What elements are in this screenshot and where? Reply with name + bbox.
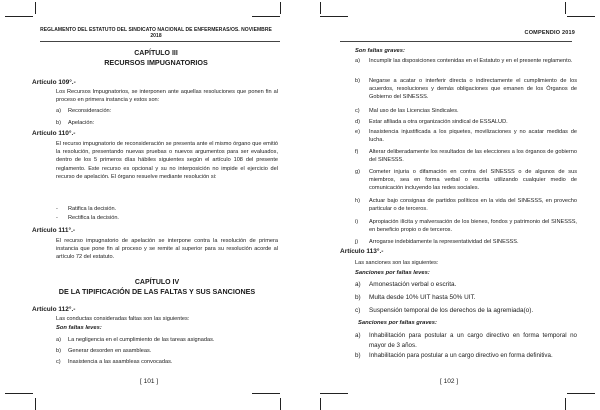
article-113-heading: Artículo 113°.- — [340, 248, 384, 255]
header-rule — [40, 41, 280, 42]
page-102 — [300, 0, 600, 410]
chapter-title: DE LA TIPIFICACIÓN DE LAS FALTAS Y SUS SANCIONES — [58, 287, 256, 296]
list-item: d) Estar afiliada a otra organización sindical de ESSALUD. — [355, 119, 508, 125]
list-item: b) Inhabilitación para postular a un cargo directivo en forma definitiva. — [355, 352, 553, 359]
article-112-text: Las conductas consideradas faltas son las siguientes: — [56, 316, 190, 322]
article-113-text: Las sanciones son las siguientes: — [355, 260, 439, 266]
list-item: c) Mal uso de las Licencias Sindicales. — [355, 108, 459, 114]
article-110-text: El recurso impugnatorio de reconsideración se presenta ante el mismo órgano que emitió la resolución, presentando nuevas pruebas o nuevos argumentos para ser evaluados, dentro de los 5 primeros días hábiles siguientes según el artículo 108 del presente reglamento. Este recurso es opcional y su no interposición no impide el ejercicio del recurso de apelación. El órgano resuelve mediante resolución si: — [56, 141, 278, 180]
article-110-heading: Artículo 110°.- — [32, 130, 76, 137]
list-item: a) Amonestación verbal o escrita. — [355, 281, 457, 288]
subheading: Son faltas graves: — [355, 48, 405, 54]
subheading: Son faltas leves: — [56, 325, 102, 331]
running-header-right: COMPENDIO 2019 — [524, 30, 575, 36]
list-item: a) Incumplir las disposiciones contenidas en el Estatuto y en el presente reglamento. — [355, 58, 573, 64]
chapter-number: CAPÍTULO III — [134, 50, 178, 57]
list-item: f) Alterar deliberadamente los resultados de las elecciones a los órganos de gobierno del SINESSS. — [355, 149, 577, 164]
list-item: - Ratifica la decisión. — [56, 206, 117, 212]
list-item: b) Apelación: — [56, 120, 95, 126]
list-item: a) La negligencia en el cumplimiento de las tareas asignadas. — [56, 337, 215, 343]
list-item: - Rectifica la decisión. — [56, 215, 119, 221]
article-112-heading: Artículo 112°.- — [32, 306, 76, 313]
list-item: j) Arrogarse indebidamente la representatividad del SINESSS. — [355, 239, 519, 245]
article-109-text: Los Recursos Impugnatorios, se interponen ante aquellas resoluciones que ponen fin al proceso en primera instancia y estos son: — [56, 89, 278, 104]
header-rule — [340, 41, 572, 42]
list-item: b) Generar desorden en asambleas. — [56, 348, 152, 354]
subheading: Sanciones por faltas graves: — [358, 320, 437, 326]
list-item: h) Actuar bajo consignas de partidos políticos en la vida del SINESSS, en provecho particular o de terceros. — [355, 198, 577, 213]
chapter-4-heading — [32, 278, 282, 296]
list-item: i) Apropiación ilícita y malversación de los bienes, fondos y patrimonio del SINESSS, en beneficio propio o de terceros. — [355, 219, 577, 234]
list-item: a) Inhabilitación para postular a un cargo directivo en forma temporal no mayor de 3 años. — [355, 332, 577, 349]
list-item: c) Inasistencia a las asambleas convocadas. — [56, 359, 173, 365]
list-item: b) Negarse a acatar o interferir directa o indirectamente el cumplimiento de los acuerdos, resoluciones y demás obligaciones que emanen de los Órganos de Gobierno del SINESSS. — [355, 78, 577, 101]
running-header-left: REGLAMENTO DEL ESTATUTO DEL SINDICATO NACIONAL DE ENFERMERAS/OS. NOVIEMBRE 2018 — [40, 27, 272, 39]
page-number: [ 102 ] — [440, 378, 459, 385]
list-item: g) Cometer injuria o difamación en contra del SINESSS o de algunos de sus miembros, sea en forma verbal o escrita utilizando cualquier medio de comunicación incluyendo las redes sociales. — [355, 169, 577, 192]
article-111-text: El recurso impugnatorio de apelación se interpone contra la resolución de primera instancia que pone fin al proceso y se remite al superior para su resolución acorde al artículo 72 del estatuto. — [56, 238, 278, 261]
chapter-number: CAPÍTULO IV — [134, 279, 180, 286]
article-111-heading: Artículo 111°.- — [32, 227, 76, 234]
chapter-3-heading — [40, 49, 272, 67]
list-item: a) Reconsideración: — [56, 108, 112, 114]
subheading: Sanciones por faltas leves: — [355, 270, 430, 276]
page-number: [ 101 ] — [140, 378, 159, 385]
list-item: e) Inasistencia injustificada a los piquetes, movilizaciones y no acatar medidas de lucha. — [355, 129, 577, 144]
list-item: b) Multa desde 10% UIT hasta 50% UIT. — [355, 294, 476, 301]
chapter-title: RECURSOS IMPUGNATORIOS — [104, 58, 208, 67]
article-109-heading: Artículo 109°.- — [32, 79, 76, 86]
list-item: c) Suspensión temporal de los derechos de la agremiada(o). — [355, 307, 534, 314]
